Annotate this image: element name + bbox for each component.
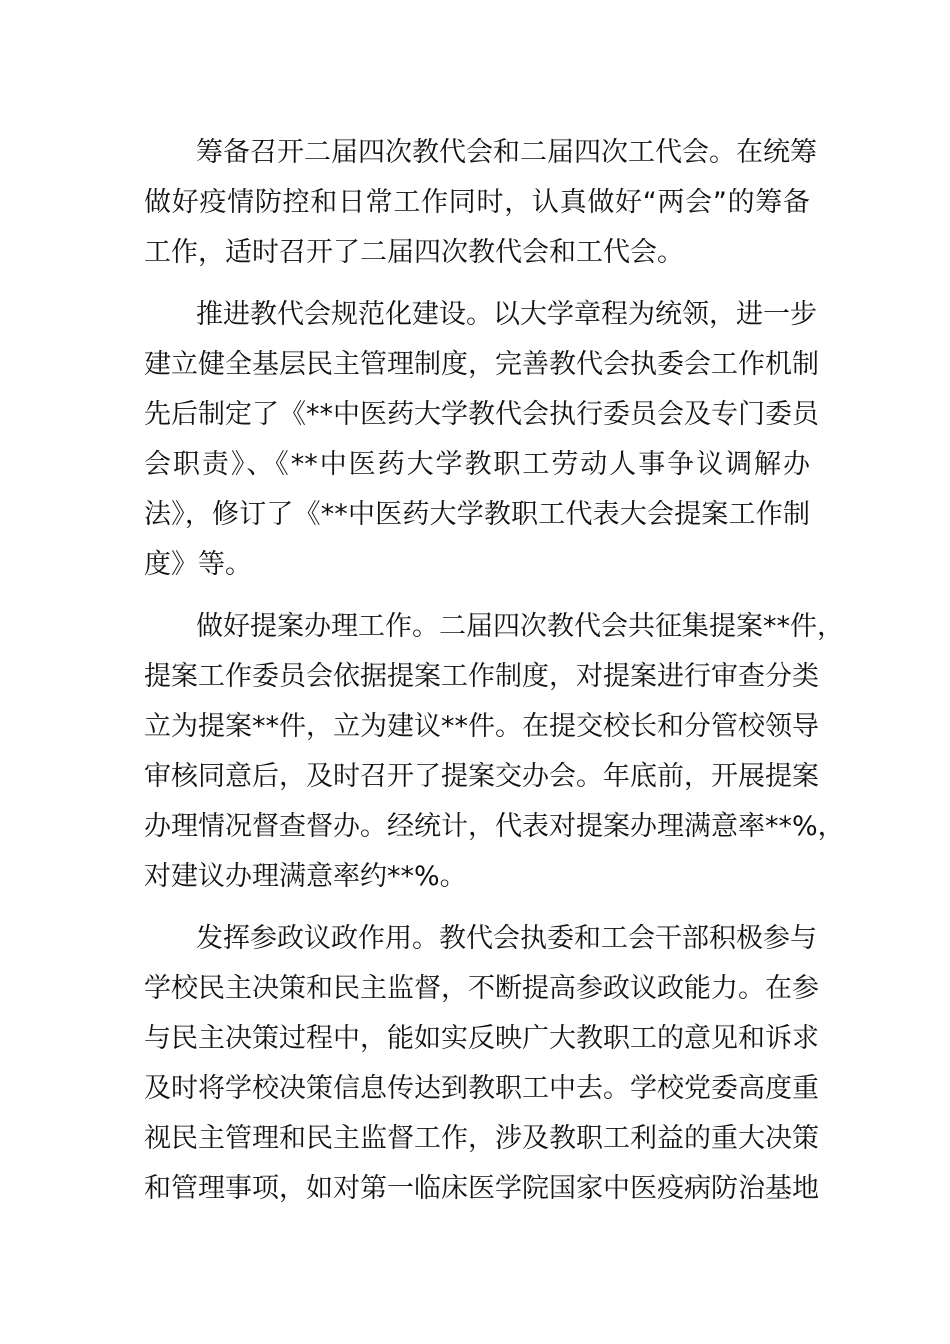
text-line: 发挥参政议政作用。教代会执委和工会干部积极参与 — [196, 923, 817, 954]
paragraph-political-participation — [144, 914, 819, 1214]
text-line: 筹备召开二届四次教代会和二届四次工代会。在统筹 — [196, 137, 817, 168]
text-line: 法》，修订了《**中医药大学教职工代表大会提案工作制 — [144, 499, 810, 530]
text-line: 立为提案**件，立为建议**件。在提交校长和分管校领导 — [144, 711, 819, 742]
text-line: 提案工作委员会依据提案工作制度，对提案进行审查分类 — [144, 661, 819, 692]
text-line: 办理情况督查督办。经统计，代表对提案办理满意率**%， — [144, 811, 845, 842]
paragraph-proposal-handling — [144, 602, 845, 902]
paragraph-preparing-congress — [144, 128, 817, 278]
text-line: 做好疫情防控和日常工作同时，认真做好“两会”的筹备 — [144, 187, 810, 218]
text-line: 先后制定了《**中医药大学教代会执行委员会及专门委员 — [144, 399, 819, 430]
text-line: 工作，适时召开了二届四次教代会和工代会。 — [144, 237, 684, 268]
text-line: 度》等。 — [144, 549, 252, 580]
text-line: 做好提案办理工作。二届四次教代会共征集提案**件， — [196, 611, 844, 642]
text-line: 视民主管理和民主监督工作，涉及教职工利益的重大决策 — [144, 1123, 819, 1154]
text-line: 审核同意后，及时召开了提案交办会。年底前，开展提案 — [144, 761, 819, 792]
text-line: 建立健全基层民主管理制度，完善教代会执委会工作机制 — [144, 349, 819, 380]
text-line: 推进教代会规范化建设。以大学章程为统领，进一步 — [196, 299, 817, 330]
text-line: 及时将学校决策信息传达到教职工中去。学校党委高度重 — [144, 1073, 819, 1104]
text-line: 对建议办理满意率约**%。 — [144, 861, 467, 892]
text-line: 学校民主决策和民主监督，不断提高参政议政能力。在参 — [144, 973, 819, 1004]
text-line: 和管理事项，如对第一临床医学院国家中医疫病防治基地 — [144, 1173, 819, 1204]
text-line: 会职责》、《**中医药大学教职工劳动人事争议调解办 — [144, 449, 810, 480]
document-body — [144, 128, 845, 1226]
text-line: 与民主决策过程中，能如实反映广大教职工的意见和诉求 — [144, 1023, 819, 1054]
paragraph-standardization — [144, 290, 819, 590]
